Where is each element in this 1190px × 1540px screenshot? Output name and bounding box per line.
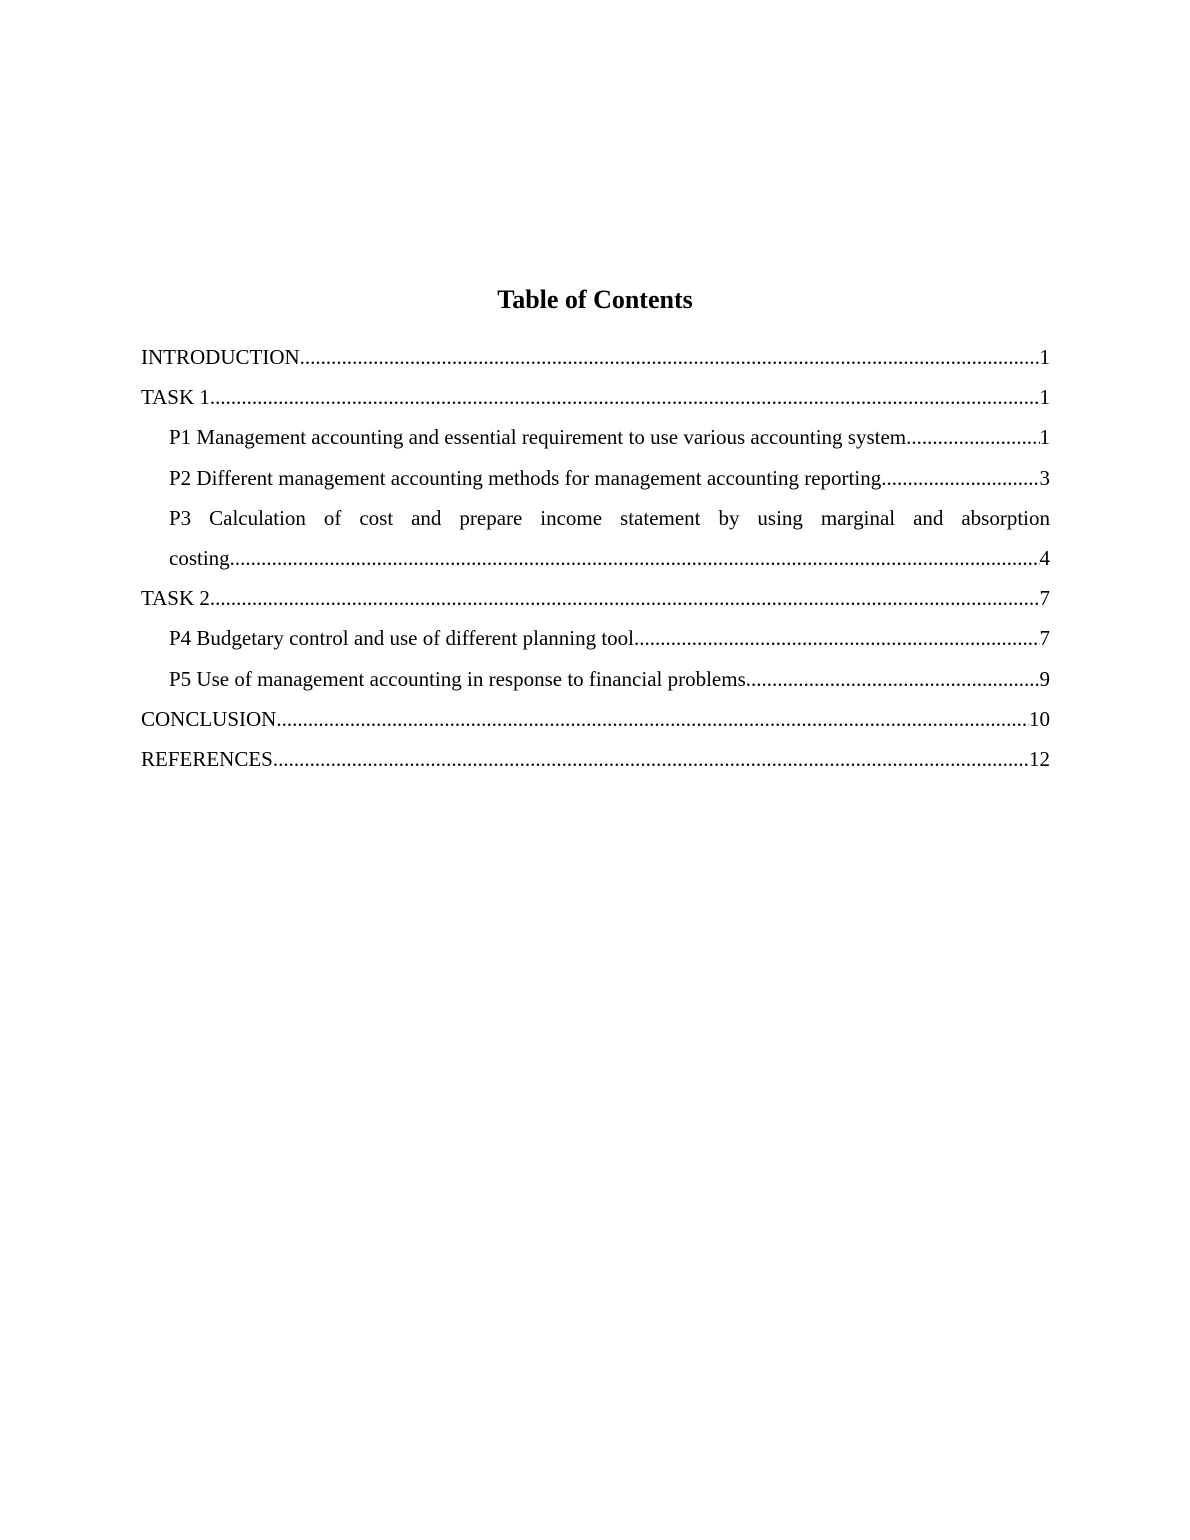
toc-leader-dots [210, 578, 1040, 618]
toc-entry-p3-line-2[interactable] [141, 538, 1050, 578]
toc-entry-label: P2 Different management accounting methods for management accounting reporting [169, 458, 881, 498]
toc-leader-dots [634, 618, 1039, 658]
toc-entry-page: 7 [1040, 618, 1051, 658]
toc-leader-dots [210, 377, 1040, 417]
toc-entry-label: P1 Management accounting and essential requirement to use various accounting system. [169, 417, 911, 457]
toc-leader-dots [273, 739, 1029, 779]
toc-entry-label: CONCLUSION [141, 699, 276, 739]
toc-leader-dots [746, 659, 1040, 699]
toc-leader-dots [881, 458, 1039, 498]
toc-entry-p5[interactable] [141, 659, 1050, 699]
toc-entry-label: REFERENCES [141, 739, 273, 779]
toc-entry-label: P4 Budgetary control and use of different planning tool [169, 618, 634, 658]
toc-title: Table of Contents [497, 285, 693, 314]
toc-leader-dots [911, 417, 1039, 457]
toc-entry-page: 12 [1029, 739, 1050, 779]
toc-entry-task-2[interactable] [141, 578, 1050, 618]
toc-entry-page: 1 [1040, 417, 1051, 457]
toc-entry-label: TASK 1 [141, 377, 210, 417]
toc-entry-p4[interactable] [141, 618, 1050, 658]
toc-entry-page: 1 [1040, 377, 1051, 417]
toc-entry-references[interactable] [141, 739, 1050, 779]
toc-entry-conclusion[interactable] [141, 699, 1050, 739]
toc-list [141, 337, 1050, 779]
toc-entry-label: P5 Use of management accounting in response to financial problems [169, 659, 746, 699]
toc-entry-page: 10 [1029, 699, 1050, 739]
toc-entry-page: 4 [1040, 538, 1051, 578]
toc-entry-label: INTRODUCTION [141, 337, 300, 377]
toc-leader-dots [276, 699, 1029, 739]
toc-entry-label: costing [169, 538, 230, 578]
toc-entry-p2[interactable] [141, 458, 1050, 498]
toc-entry-label: TASK 2 [141, 578, 210, 618]
toc-leader-dots [230, 538, 1040, 578]
toc-entry-page: 1 [1040, 337, 1051, 377]
toc-entry-p1[interactable] [141, 417, 1050, 457]
toc-entry-page: 9 [1040, 659, 1051, 699]
toc-entry-p3-line-1[interactable] [141, 498, 1050, 538]
toc-leader-dots [300, 337, 1040, 377]
toc-entry-page: 7 [1040, 578, 1051, 618]
toc-entry-label: P3 Calculation of cost and prepare income statement by using marginal and absorption [169, 505, 1050, 530]
toc-entry-introduction[interactable] [141, 337, 1050, 377]
toc-entry-page: 3 [1040, 458, 1051, 498]
toc-entry-task-1[interactable] [141, 377, 1050, 417]
